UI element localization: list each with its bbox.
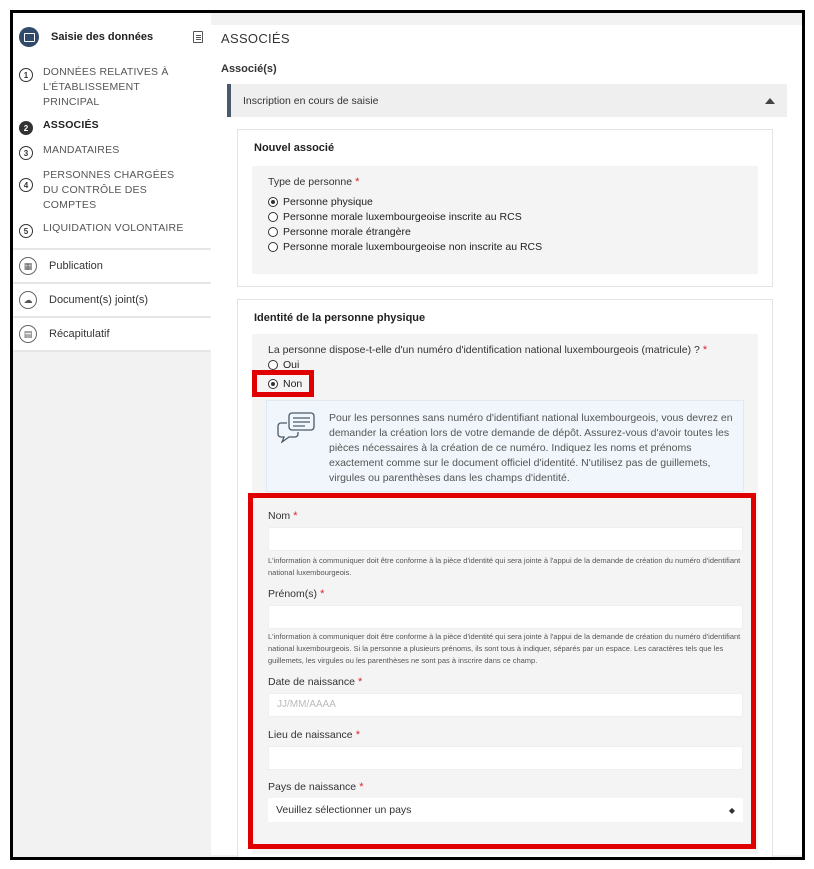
page-title: ASSOCIÉS — [221, 31, 290, 46]
pays-select-value: Veuillez sélectionner un pays — [276, 804, 412, 816]
required-mark: * — [702, 344, 708, 356]
radio-personne-physique[interactable] — [268, 194, 542, 209]
radio-label: Personne morale luxembourgeoise inscrite au RCS — [283, 210, 522, 223]
required-mark: * — [320, 588, 325, 600]
radio-morale-lux-rcs[interactable] — [268, 209, 542, 224]
sidebar-step-liquidation[interactable] — [13, 217, 211, 242]
step-number-icon: 2 — [19, 121, 33, 135]
sidebar-item-label: Publication — [49, 260, 103, 272]
radio-button[interactable] — [268, 227, 278, 237]
required-mark: * — [293, 510, 298, 522]
matricule-question: La personne dispose-t-elle d'un numéro d'identification national luxembourgeois (matricule) ? — [268, 344, 700, 356]
radio-label: Personne physique — [283, 195, 373, 208]
lieu-naissance-label: Lieu de naissance — [268, 729, 353, 741]
nouvel-associe-card — [237, 129, 773, 287]
section-subtitle: Associé(s) — [221, 63, 277, 75]
nom-label: Nom — [268, 510, 291, 522]
cloud-upload-icon: ☁ — [19, 291, 37, 309]
chat-bubbles-icon — [277, 411, 317, 443]
radio-label: Non — [283, 377, 303, 390]
prenom-help-text: L'information à communiquer doit être conforme à la pièce d'identité qui sera jointe à l'appui de la demande de création du numéro d'identifiant national luxembourgeois. Si la personne a plusieurs prénoms, ils sont tous à indiquer, séparés par un espace. Les caractères tels que les guillemets, les virgules ou les parenthèses ne sont pas à inscrire dans ce champ. — [268, 632, 741, 665]
chevron-up-icon[interactable] — [765, 98, 775, 104]
required-mark: * — [359, 781, 364, 793]
prenom-label: Prénom(s) — [268, 588, 318, 600]
accordion-header[interactable] — [227, 84, 787, 117]
step-number-icon: 3 — [19, 146, 33, 160]
radio-label: Oui — [283, 359, 300, 371]
sidebar-item-documents[interactable] — [13, 284, 211, 318]
notes-icon[interactable] — [193, 31, 203, 43]
sidebar — [13, 13, 211, 857]
sidebar-item-label: Récapitulatif — [49, 328, 110, 340]
type-personne-label: Type de personne — [268, 176, 353, 188]
highlight-non-option — [252, 370, 314, 397]
step-number-icon: 5 — [19, 224, 33, 238]
form-icon — [19, 27, 39, 47]
card-title: Nouvel associé — [254, 142, 335, 154]
highlight-identity-fields — [248, 493, 756, 849]
sidebar-step-mandataires[interactable] — [13, 139, 211, 164]
step-number-icon: 4 — [19, 178, 33, 192]
info-box — [266, 400, 744, 492]
radio-button[interactable] — [268, 212, 278, 222]
radio-morale-lux-non-rcs[interactable] — [268, 239, 542, 254]
pays-naissance-label: Pays de naissance — [268, 781, 357, 793]
date-placeholder: JJ/MM/AAAA — [277, 699, 336, 710]
radio-label: Personne morale étrangère — [283, 225, 411, 238]
step-label: MANDATAIRES — [43, 144, 120, 156]
data-entry-header[interactable] — [13, 13, 211, 61]
sidebar-item-label: Document(s) joint(s) — [49, 294, 149, 306]
clipboard-icon: ▤ — [19, 325, 37, 343]
sidebar-step-controle[interactable] — [13, 164, 211, 217]
nom-help-text: L'information à communiquer doit être conforme à la pièce d'identité qui sera jointe à l'appui de la demande de création du numéro d'identifiant national luxembourgeois. — [268, 556, 741, 577]
info-text: Pour les personnes sans numéro d'identifiant national luxembourgeois, vous devrez en demander la création lors de votre demande de dépôt. Assurez-vous d'avoir toutes les pièces nécessaires à la création de ce numéro. Indiquez les noms et prénoms exactement comme sur le document officiel d'identité. N'utilisez pas de guillemets, virgules ou parenthèses dans les champs d'identité. — [329, 412, 733, 484]
radio-morale-etrangere[interactable] — [268, 224, 542, 239]
calendar-icon: ▦ — [19, 257, 37, 275]
radio-label: Personne morale luxembourgeoise non inscrite au RCS — [283, 240, 543, 253]
data-entry-title: Saisie des données — [51, 31, 154, 43]
type-personne-group — [252, 166, 758, 274]
sidebar-item-publication[interactable] — [13, 250, 211, 284]
step-label: LIQUIDATION VOLONTAIRE — [43, 222, 184, 234]
sidebar-step-etablissement[interactable] — [13, 61, 211, 114]
radio-button[interactable] — [268, 197, 278, 207]
step-number-icon: 1 — [19, 68, 33, 82]
sidebar-step-associes[interactable] — [13, 114, 211, 139]
card-title: Identité de la personne physique — [254, 312, 426, 324]
required-mark: * — [355, 729, 360, 741]
step-label: ASSOCIÉS — [43, 119, 99, 131]
required-mark: * — [355, 176, 360, 188]
step-label: PERSONNES CHARGÉES DU CONTRÔLE DES COMPTES — [43, 169, 175, 211]
select-arrows-icon: ◆ — [728, 805, 735, 815]
accordion-label: Inscription en cours de saisie — [243, 94, 379, 107]
data-entry-section — [13, 13, 211, 250]
required-mark: * — [358, 676, 363, 688]
date-naissance-label: Date de naissance — [268, 676, 355, 688]
sidebar-item-recapitulatif[interactable] — [13, 318, 211, 352]
radio-button[interactable] — [268, 360, 278, 370]
step-label: DONNÉES RELATIVES À L'ÉTABLISSEMENT PRINCIPAL — [43, 66, 169, 108]
radio-button[interactable] — [268, 242, 278, 252]
